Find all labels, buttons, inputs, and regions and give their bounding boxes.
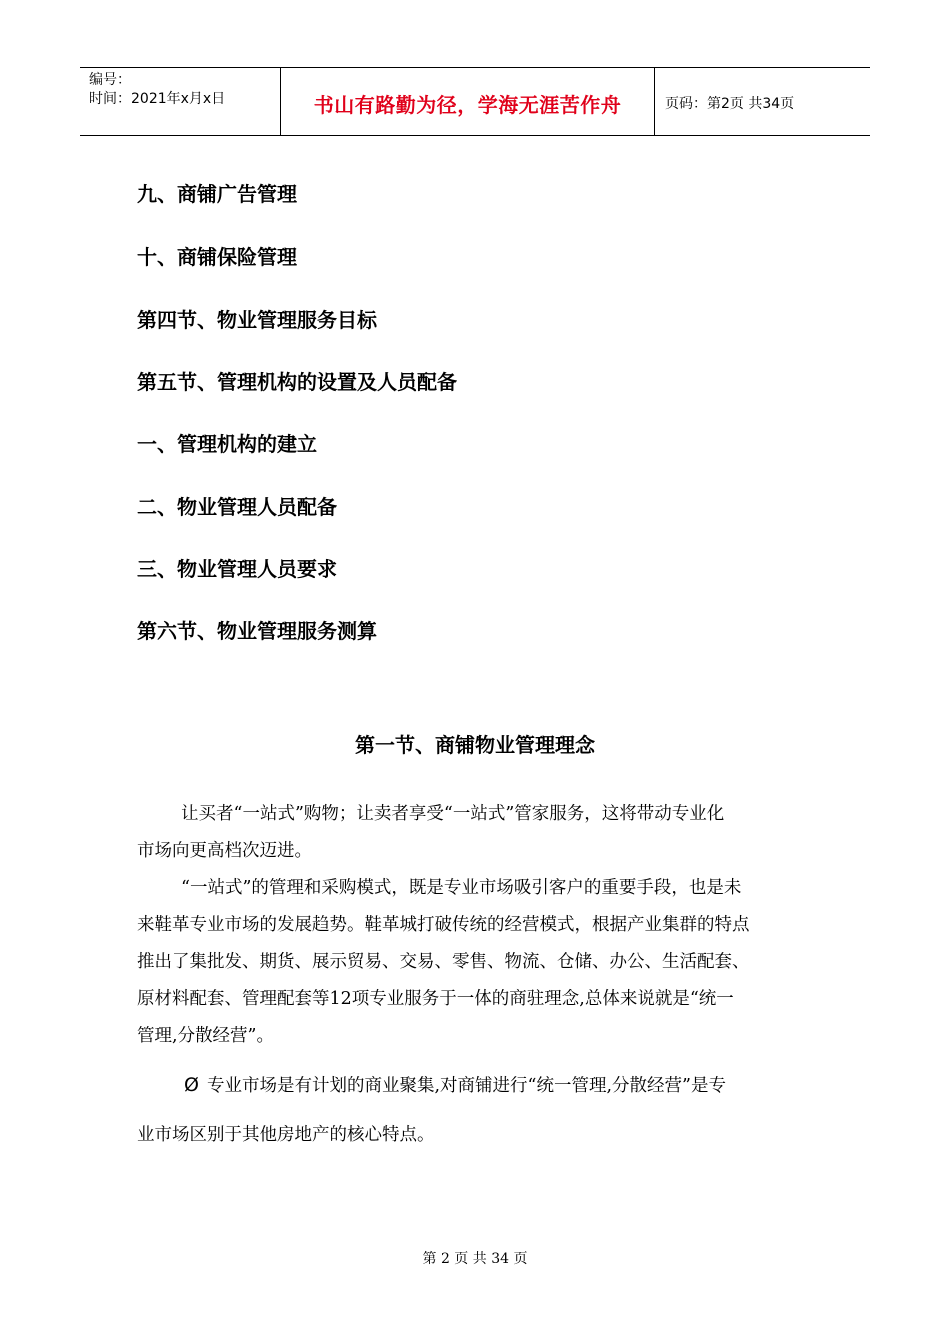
toc-item: 十、商铺保险管理 bbox=[137, 245, 297, 269]
paragraph-line: 让买者“一站式”购物；让卖者享受“一站式”管家服务，这将带动专业化 bbox=[181, 804, 725, 824]
bullet-icon: Ø bbox=[184, 1074, 199, 1096]
toc-item: 第四节、物业管理服务目标 bbox=[137, 308, 377, 332]
page-footer: 第 2 页 共 34 页 bbox=[422, 1251, 528, 1267]
toc-item: 九、商铺广告管理 bbox=[137, 182, 297, 206]
paragraph-line: “一站式”的管理和采购模式，既是专业市场吸引客户的重要手段，也是未 bbox=[181, 878, 742, 898]
document-number-label: 编号： bbox=[89, 72, 131, 88]
paragraph-line: 管理,分散经营”。 bbox=[137, 1026, 275, 1046]
header-meta-cell bbox=[80, 68, 281, 135]
page-header bbox=[80, 67, 870, 136]
bullet-line bbox=[184, 1073, 726, 1098]
toc-item: 一、管理机构的建立 bbox=[137, 432, 317, 456]
paragraph-line: 市场向更高档次迈进。 bbox=[137, 841, 312, 861]
toc-item: 三、物业管理人员要求 bbox=[137, 557, 337, 581]
header-page-info: 页码：第2页 共34页 bbox=[665, 96, 795, 112]
paragraph-line: 原材料配套、管理配套等12项专业服务于一体的商驻理念,总体来说就是“统一 bbox=[137, 989, 734, 1009]
toc-item: 第五节、管理机构的设置及人员配备 bbox=[137, 370, 457, 394]
section-title: 第一节、商铺物业管理理念 bbox=[355, 733, 595, 757]
document-time-label: 时间：2021年x月x日 bbox=[89, 91, 226, 107]
bullet-text: 专业市场是有计划的商业聚集,对商铺进行“统一管理,分散经营”是专 bbox=[206, 1076, 726, 1096]
paragraph-line: 推出了集批发、期货、展示贸易、交易、零售、物流、仓储、办公、生活配套、 bbox=[137, 952, 750, 972]
toc-item: 第六节、物业管理服务测算 bbox=[137, 619, 377, 643]
header-motto: 书山有路勤为径，学海无涯苦作舟 bbox=[281, 68, 655, 135]
bullet-line: 业市场区别于其他房地产的核心特点。 bbox=[137, 1125, 435, 1145]
paragraph-line: 来鞋革专业市场的发展趋势。鞋革城打破传统的经营模式，根据产业集群的特点 bbox=[137, 915, 750, 935]
toc-item: 二、物业管理人员配备 bbox=[137, 495, 337, 519]
